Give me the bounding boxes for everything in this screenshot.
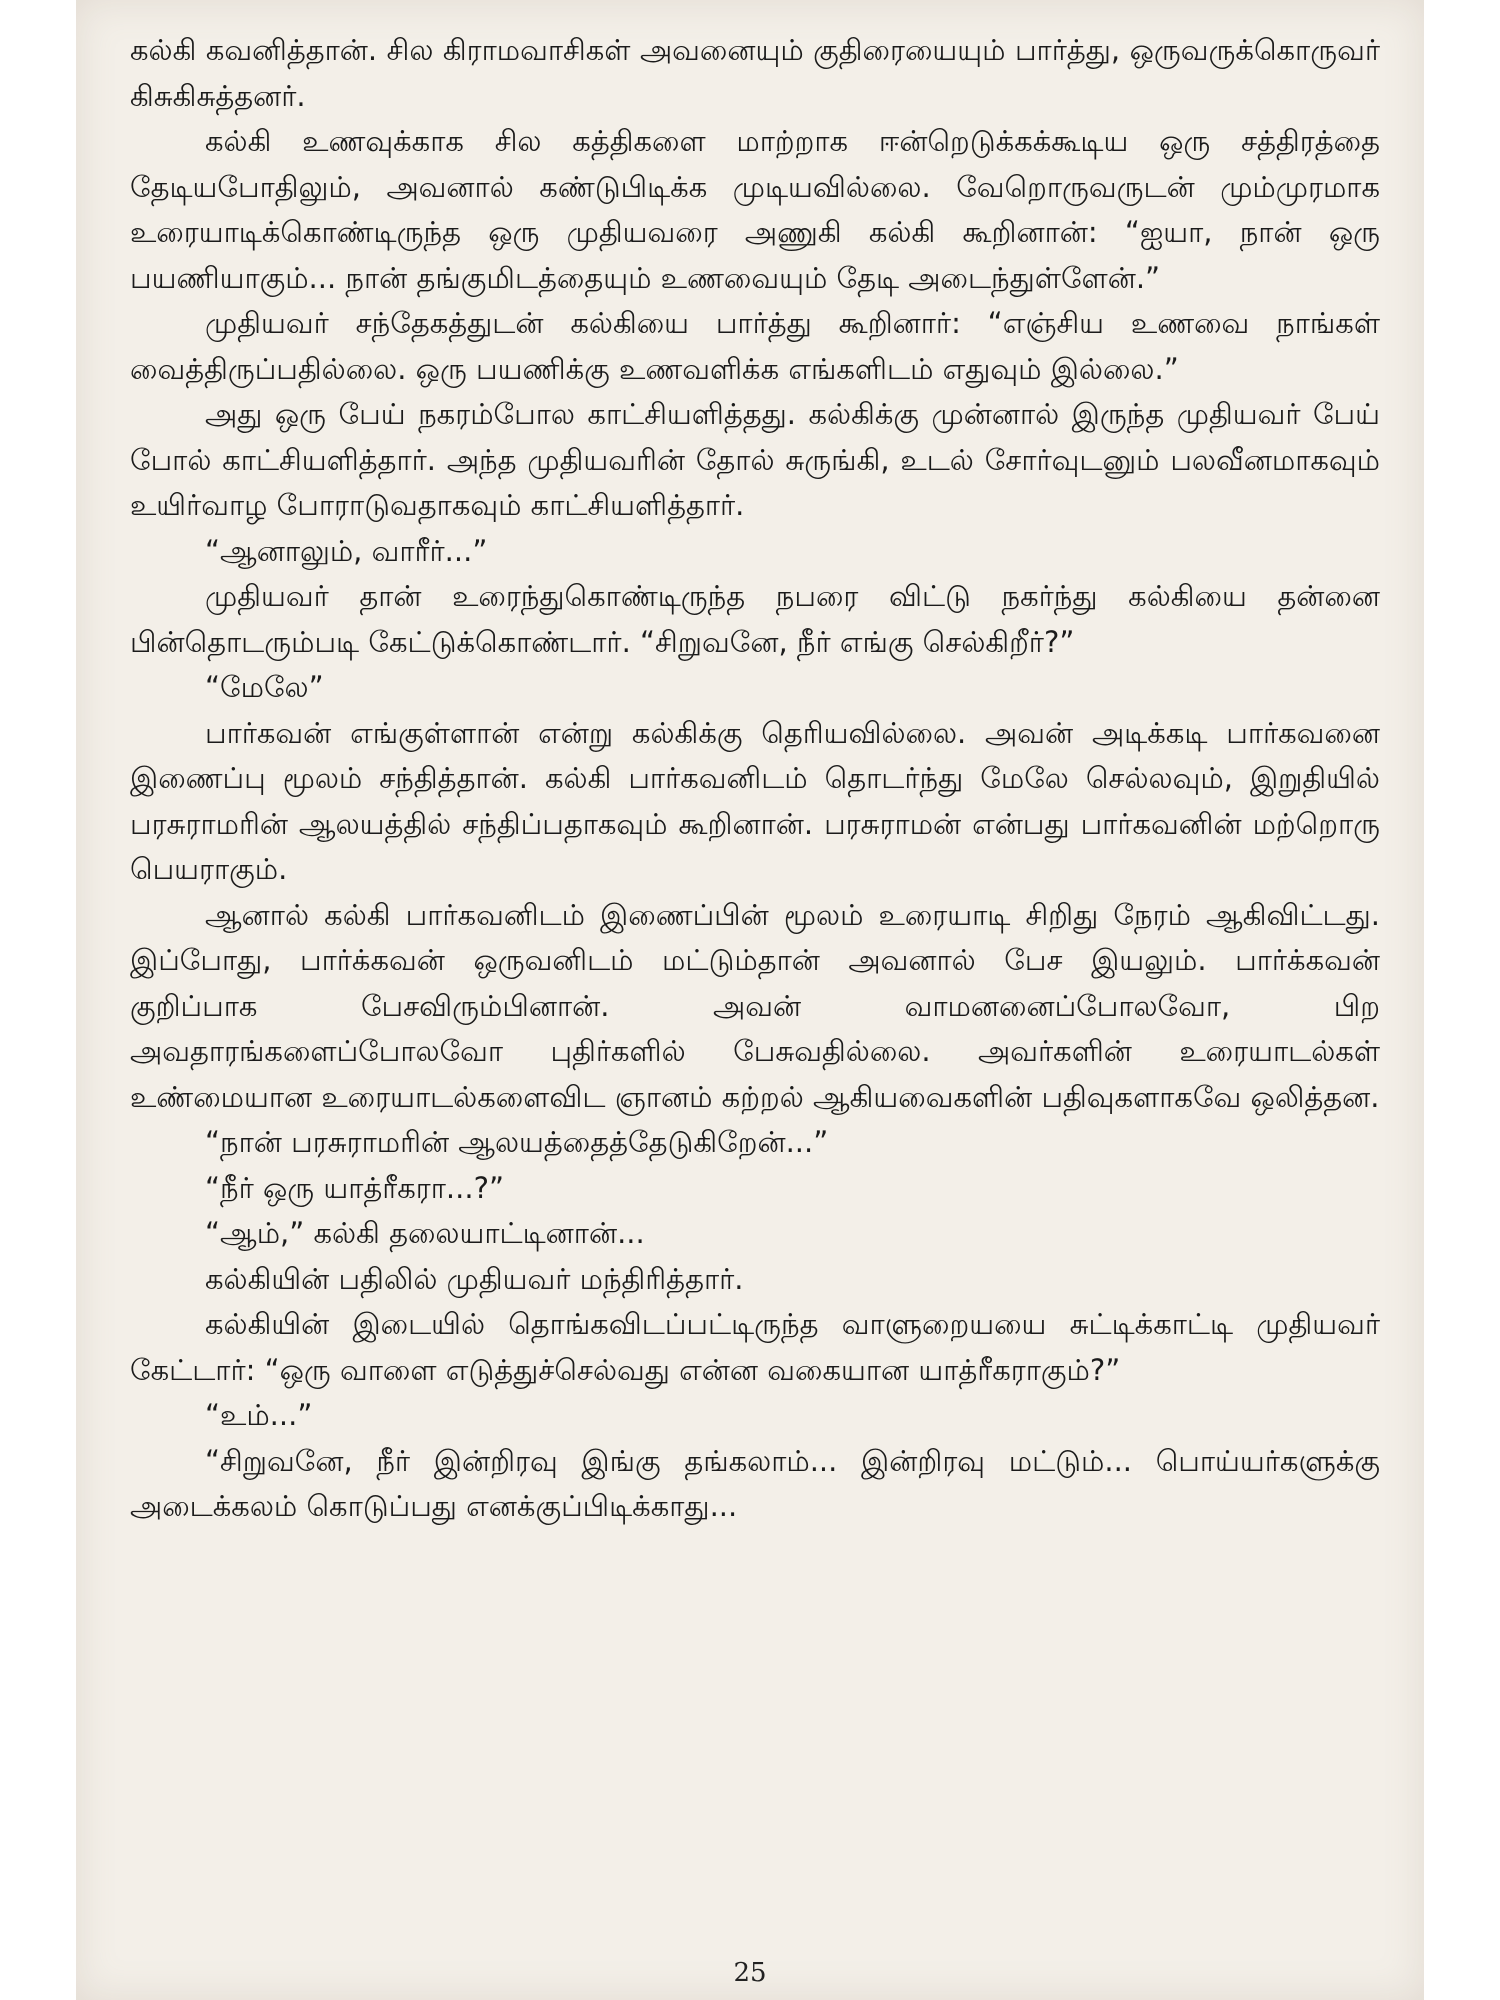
- paragraph-4: அது ஒரு பேய் நகரம்போல காட்சியளித்தது. கல்கிக்கு முன்னால் இருந்த முதியவர் பேய் போல் காட்சியளித்தார். அந்த முதியவரின் தோல் சுருங்கி, உடல் சோர்வுடனும் பலவீனமாகவும் உயிர்வாழ போராடுவதாகவும் காட்சியளித்தார்.: [130, 397, 1380, 522]
- paragraph-14: கல்கியின் இடையில் தொங்கவிடப்பட்டிருந்த வாளுறையயை சுட்டிக்காட்டி முதியவர் கேட்டார்: “ஒரு வாளை எடுத்துச்செல்வது என்ன வகையான யாத்ரீகராகும்?”: [130, 1307, 1380, 1387]
- paragraph-12: “ஆம்,” கல்கி தலையாட்டினான்...: [205, 1216, 645, 1250]
- body-text: [130, 28, 1380, 1530]
- paragraph-6: முதியவர் தான் உரைந்துகொண்டிருந்த நபரை விட்டு நகர்ந்து கல்கியை தன்னை பின்தொடரும்படி கேட்டுக்கொண்டார். “சிறுவனே, நீர் எங்கு செல்கிறீர்?”: [130, 579, 1380, 659]
- paragraph-8: பார்கவன் எங்குள்ளான் என்று கல்கிக்கு தெரியவில்லை. அவன் அடிக்கடி பார்கவனை இணைப்பு மூலம் சந்தித்தான். கல்கி பார்கவனிடம் தொடர்ந்து மேலே செல்லவும், இறுதியில் பரசுராமரின் ஆலயத்தில் சந்திப்பதாகவும் கூறினான். பரசுராமன் என்பது பார்கவனின் மற்றொரு பெயராகும்.: [130, 715, 1380, 886]
- paragraph-9: ஆனால் கல்கி பார்கவனிடம் இணைப்பின் மூலம் உரையாடி சிறிது நேரம் ஆகிவிட்டது. இப்போது, பார்க்கவன் ஒருவனிடம் மட்டும்தான் அவனால் பேச இயலும். பார்க்கவன் குறிப்பாக பேசவிரும்பினான். அவன் வாமனனைப்போலவோ, பிற அவதாரங்களைப்போலவோ புதிர்களில் பேசுவதில்லை. அவர்களின் உரையாடல்கள் உண்மையான உரையாடல்களைவிட ஞானம் கற்றல் ஆகியவைகளின் பதிவுகளாகவே ஒலித்தன.: [130, 897, 1380, 1114]
- paragraph-1: கல்கி கவனித்தான். சில கிராமவாசிகள் அவனையும் குதிரையையும் பார்த்து, ஒருவருக்கொருவர் கிசுகிசுத்தனர்.: [130, 33, 1380, 113]
- paragraph-10: “நான் பரசுராமரின் ஆலயத்தைத்தேடுகிறேன்...”: [205, 1125, 829, 1159]
- paragraph-11: “நீர் ஒரு யாத்ரீகரா...?”: [205, 1170, 505, 1205]
- paragraph-2: கல்கி உணவுக்காக சில கத்திகளை மாற்றாக ஈன்றெடுக்கக்கூடிய ஒரு சத்திரத்தை தேடியபோதிலும், அவனால் கண்டுபிடிக்க முடியவில்லை. வேறொருவருடன் மும்முரமாக உரையாடிக்கொண்டிருந்த ஒரு முதியவரை அணுகி கல்கி கூறினான்: “ஐயா, நான் ஒரு பயணியாகும்... நான் தங்குமிடத்தையும் உணவையும் தேடி அடைந்துள்ளேன்.”: [130, 124, 1380, 295]
- paragraph-7: “மேலே”: [205, 670, 324, 704]
- paragraph-15: “உம்...”: [205, 1398, 313, 1432]
- paragraph-16: “சிறுவனே, நீர் இன்றிரவு இங்கு தங்கலாம்... இன்றிரவு மட்டும்... பொய்யர்களுக்கு அடைக்கலம் கொடுப்பது எனக்குப்பிடிக்காது...: [130, 1443, 1380, 1523]
- paragraph-5: “ஆனாலும், வாரீர்...”: [205, 533, 488, 568]
- page-number: 25: [733, 1958, 767, 1988]
- paragraph-3: முதியவர் சந்தேகத்துடன் கல்கியை பார்த்து கூறினார்: “எஞ்சிய உணவை நாங்கள் வைத்திருப்பதில்லை. ஒரு பயணிக்கு உணவளிக்க எங்களிடம் எதுவும் இல்லை.”: [130, 306, 1380, 386]
- paragraph-13: கல்கியின் பதிலில் முதியவர் மந்திரித்தார்.: [205, 1261, 744, 1296]
